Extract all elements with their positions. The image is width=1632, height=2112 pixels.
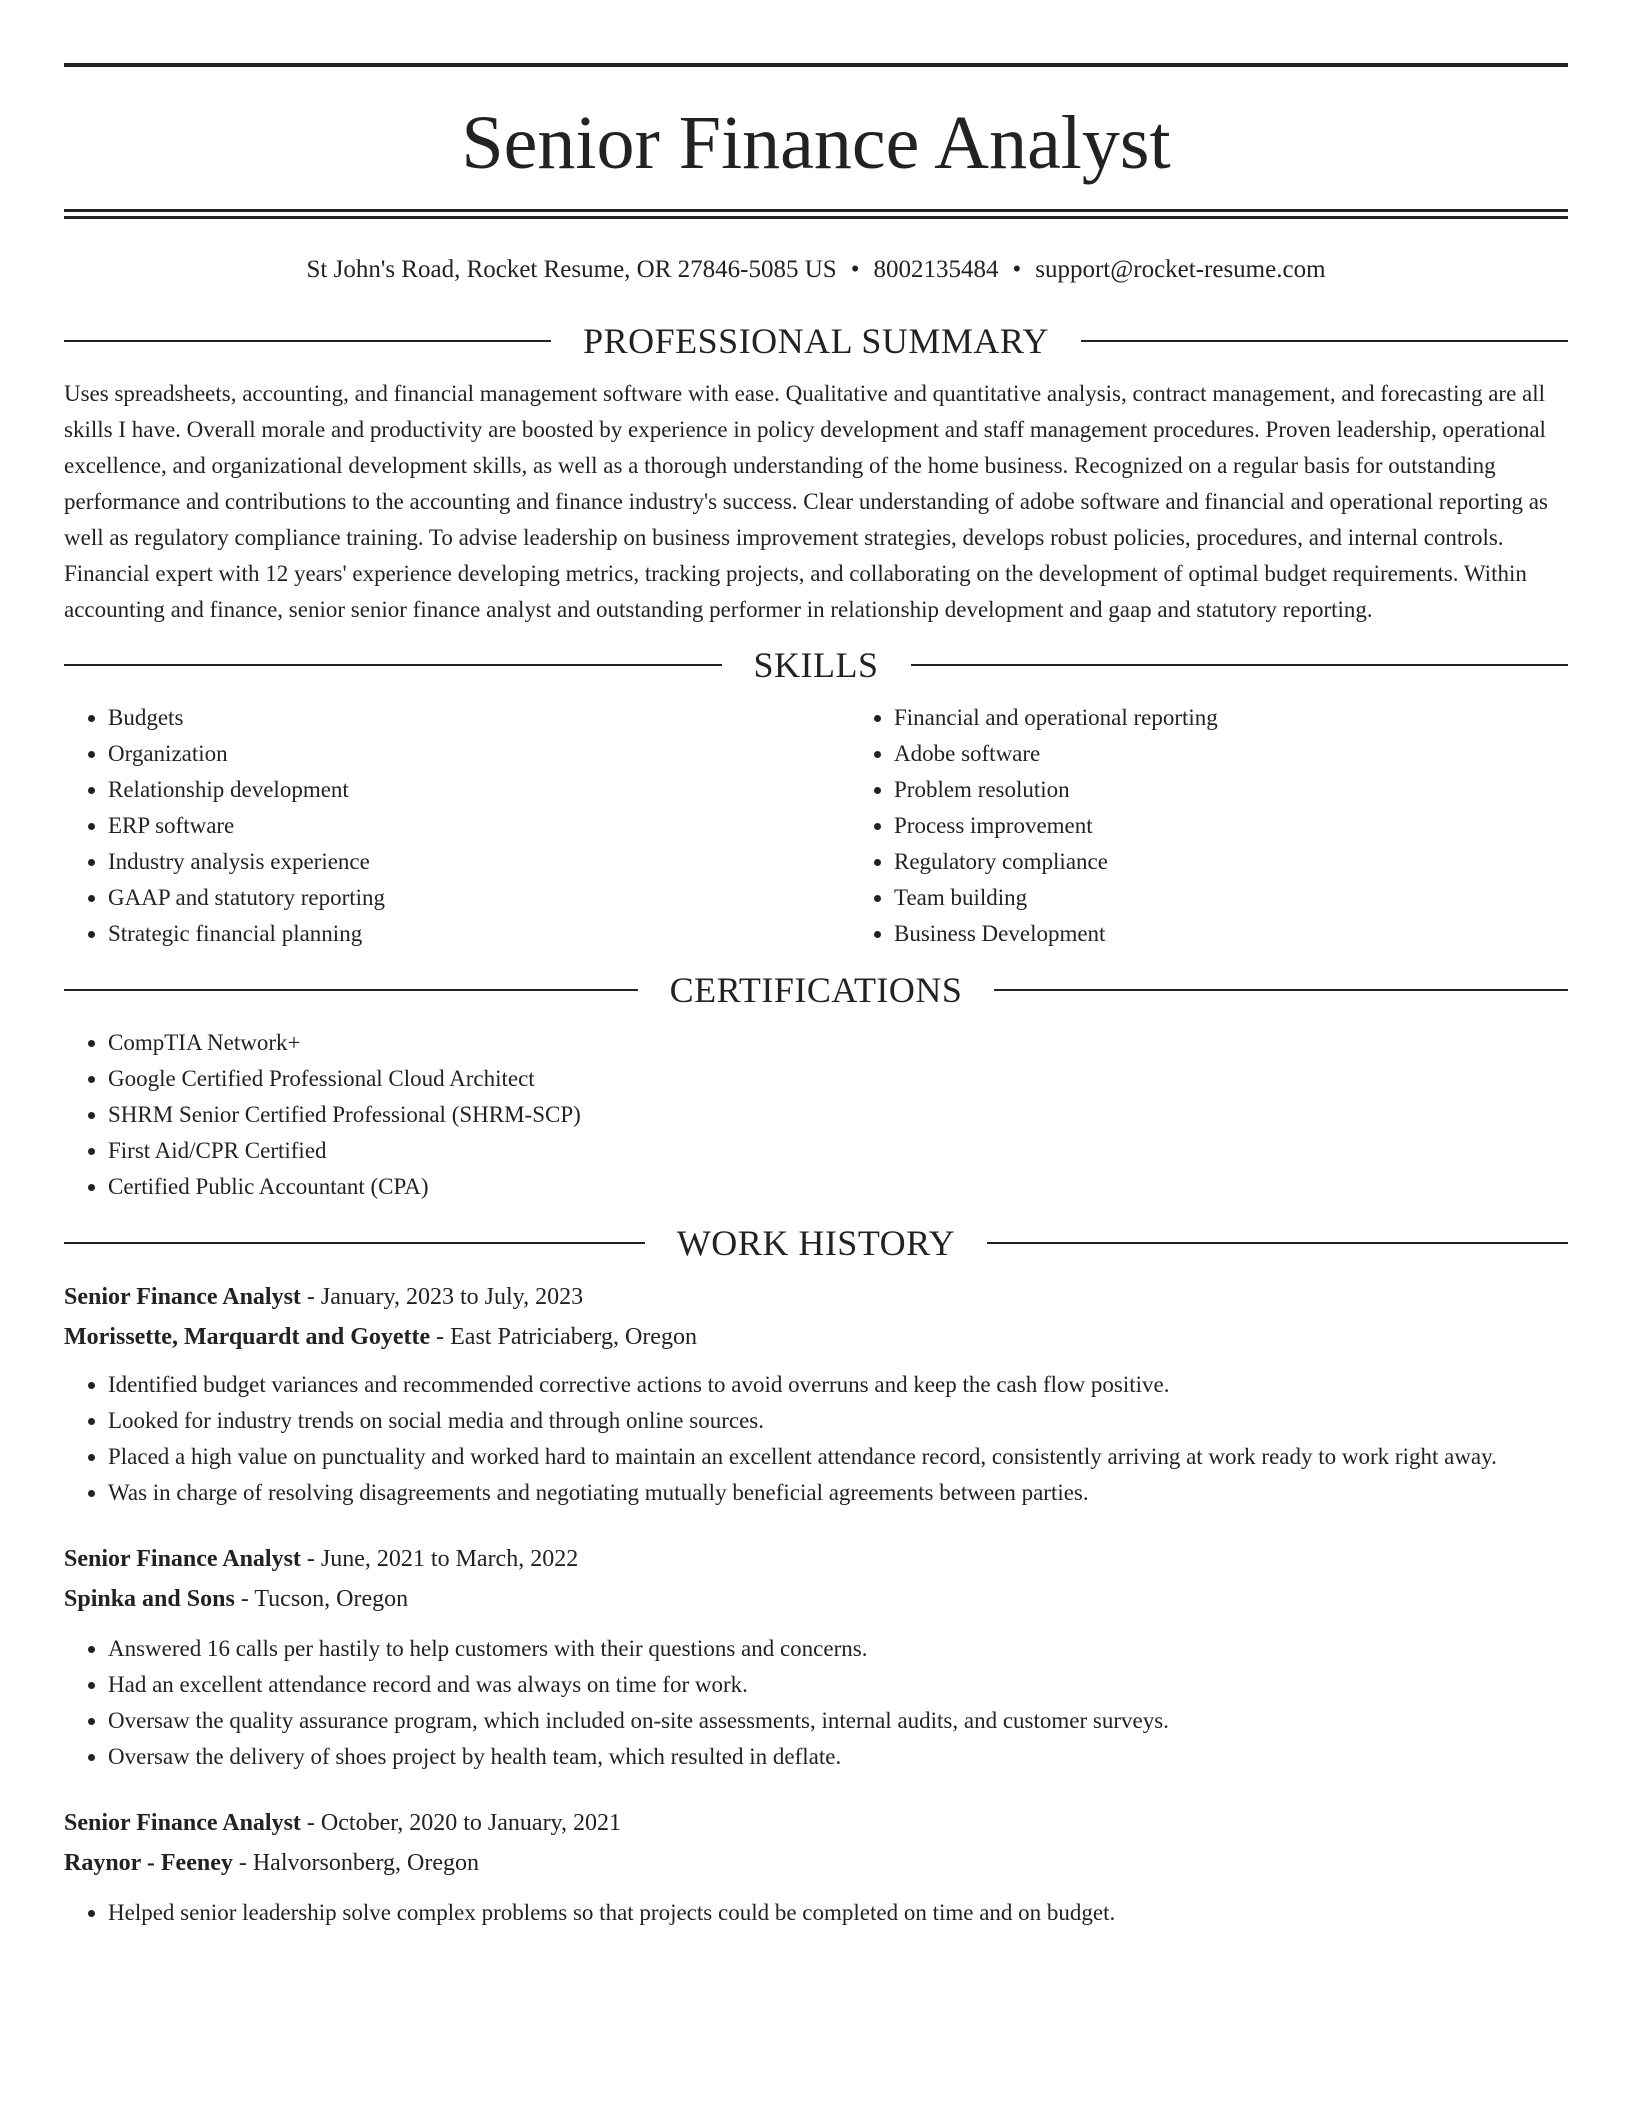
section-heading-certifications [64, 970, 1568, 1010]
job-location: - Halvorsonberg, Oregon [232, 1850, 480, 1876]
summary-paragraph: Uses spreadsheets, accounting, and financial management software with ease. Qualitative and quantitative analysis, contract management, and forecasting are all skills I have. Overall morale and productivity are boosted by experience in policy development and staff management procedures. Proven leadership, operational excellence, and organizational development skills, as well as a thorough understanding of the home business. Recognized on a regular basis for outstanding performance and contributions to the accounting and finance industry's success. Clear understanding of adobe software and financial and operational reporting as well as regulatory compliance training. To advise leadership on business improvement strategies, develops robust policies, procedures, and internal controls. Financial expert with 12 years' experience developing metrics, tracking projects, and collaborating on the development of optimal budget requirements. Within accounting and finance, senior senior finance analyst and outstanding performer in relationship development and gaap and statutory reporting. [64, 381, 1548, 622]
section-title: CERTIFICATIONS [669, 970, 963, 1010]
section-title: SKILLS [753, 645, 879, 685]
job-company: Spinka and Sons [64, 1586, 235, 1612]
heading-rule-left [64, 340, 551, 342]
job-dates: - June, 2021 to March, 2022 [300, 1546, 579, 1572]
contact-separator: • [1012, 256, 1022, 283]
job-location: - East Patriciaberg, Oregon [430, 1324, 697, 1350]
job-location: - Tucson, Oregon [234, 1586, 409, 1612]
list-item: • Process improvement [894, 808, 1632, 844]
job-title: Senior Finance Analyst [64, 1546, 301, 1572]
heading-rule-left [64, 1242, 645, 1244]
job-entry [64, 1541, 1568, 1775]
section-title: PROFESSIONAL SUMMARY [583, 321, 1049, 361]
contact-line [64, 255, 1568, 285]
contact-email[interactable]: support@rocket-resume.com [1035, 256, 1326, 283]
list-item: • Regulatory compliance [894, 844, 1632, 880]
skills-list-right [850, 700, 1632, 952]
heading-rule-right [911, 664, 1569, 666]
list-item: • Answered 16 calls per hastily to help customers with their questions and concerns. [108, 1631, 1568, 1667]
job-company-line [64, 1319, 1568, 1355]
job-dates: - January, 2023 to July, 2023 [300, 1284, 584, 1310]
heading-rule-left [64, 989, 638, 991]
job-bullets [64, 1631, 1568, 1775]
heading-rule-left [64, 664, 722, 666]
top-rule [64, 63, 1568, 67]
list-item: • Google Certified Professional Cloud Architect [108, 1061, 1568, 1097]
skills-grid [64, 700, 1568, 952]
job-bullets [64, 1367, 1568, 1511]
list-item: • GAAP and statutory reporting [108, 880, 850, 916]
job-title-line [64, 1279, 1568, 1315]
list-item: • Financial and operational reporting [894, 700, 1632, 736]
page-title: Senior Finance Analyst [461, 101, 1171, 185]
job-title: Senior Finance Analyst [64, 1810, 301, 1836]
job-title-line [64, 1805, 1568, 1841]
job-entry [64, 1805, 1568, 1931]
list-item: • Helped senior leadership solve complex problems so that projects could be completed on time and on budget. [108, 1895, 1568, 1931]
job-bullets [64, 1895, 1568, 1931]
list-item: • Placed a high value on punctuality and worked hard to maintain an excellent attendance record, consistently arriving at work ready to work right away. [108, 1439, 1568, 1475]
list-item: • Was in charge of resolving disagreements and negotiating mutually beneficial agreements between parties. [108, 1475, 1568, 1511]
list-item: • CompTIA Network+ [108, 1025, 1568, 1061]
contact-address: St John's Road, Rocket Resume, OR 27846-5085 US [306, 256, 837, 283]
section-heading-work-history [64, 1223, 1568, 1263]
list-item: • ERP software [108, 808, 850, 844]
job-company: Morissette, Marquardt and Goyette [64, 1324, 431, 1350]
list-item: • Looked for industry trends on social media and through online sources. [108, 1403, 1568, 1439]
job-company-line [64, 1845, 1568, 1881]
heading-rule-right [987, 1242, 1568, 1244]
job-company: Raynor - Feeney [64, 1850, 233, 1876]
list-item: • Team building [894, 880, 1632, 916]
list-item: • Problem resolution [894, 772, 1632, 808]
section-heading-skills [64, 645, 1568, 685]
heading-rule-right [994, 989, 1568, 991]
contact-separator: • [850, 256, 860, 283]
list-item: • Relationship development [108, 772, 850, 808]
heading-rule-right [1081, 340, 1568, 342]
list-item: • Industry analysis experience [108, 844, 850, 880]
job-title: Senior Finance Analyst [64, 1284, 301, 1310]
job-dates: - October, 2020 to January, 2021 [300, 1810, 621, 1836]
certifications-list [64, 1025, 1568, 1205]
skills-list-left [64, 700, 850, 952]
list-item: • Certified Public Accountant (CPA) [108, 1169, 1568, 1205]
section-heading-summary [64, 321, 1568, 361]
double-rule [64, 209, 1568, 219]
contact-phone[interactable]: 8002135484 [873, 256, 999, 283]
job-title-line [64, 1541, 1568, 1577]
section-title: WORK HISTORY [676, 1223, 956, 1263]
list-item: • Oversaw the quality assurance program, which included on-site assessments, internal audits, and customer surveys. [108, 1703, 1568, 1739]
job-entry [64, 1279, 1568, 1511]
list-item: • Budgets [108, 700, 850, 736]
list-item: • Oversaw the delivery of shoes project by health team, which resulted in deflate. [108, 1739, 1568, 1775]
list-item: • Adobe software [894, 736, 1632, 772]
list-item: • SHRM Senior Certified Professional (SHRM-SCP) [108, 1097, 1568, 1133]
list-item: • Organization [108, 736, 850, 772]
resume-content [64, 0, 1568, 1931]
list-item: • Strategic financial planning [108, 916, 850, 952]
job-company-line [64, 1581, 1568, 1617]
list-item: • Identified budget variances and recommended corrective actions to avoid overruns and keep the cash flow positive. [108, 1367, 1568, 1403]
list-item: • Had an excellent attendance record and was always on time for work. [108, 1667, 1568, 1703]
list-item: • First Aid/CPR Certified [108, 1133, 1568, 1169]
list-item: • Business Development [894, 916, 1632, 952]
